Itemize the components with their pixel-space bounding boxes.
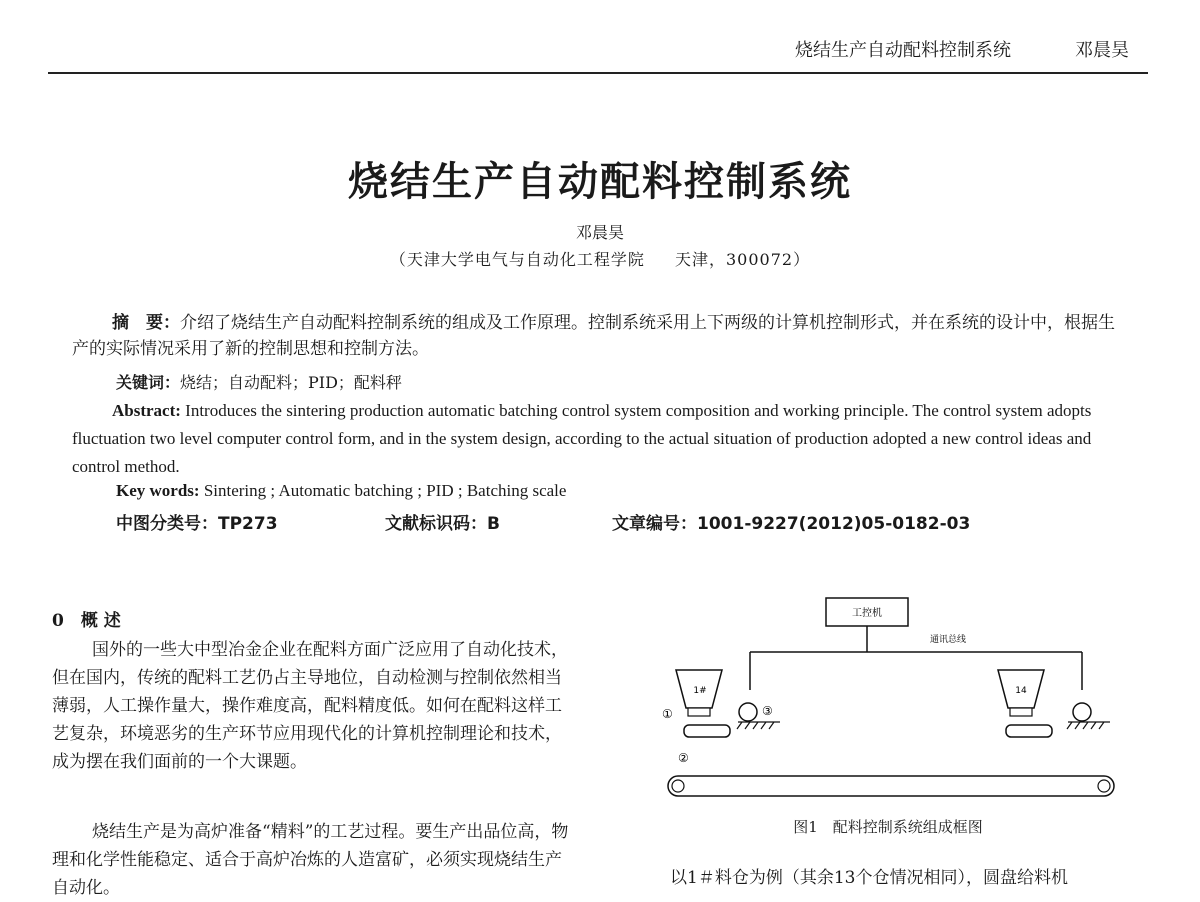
body-paragraph-2: 烧结生产是为高炉准备“精料”的工艺过程。要生产出品位高，物理和化学性能稳定、适合于高炉冶炼的人造富矿，必须实现烧结生产自动化。 [52,822,569,898]
right-column-paragraph: 以1＃料仓为例（其余13个仓情况相同），圆盘给料机 [670,868,1068,888]
abstract-zh-text: 介绍了烧结生产自动配料控制系统的组成及工作原理。控制系统采用上下两级的计算机控制形式，并在系统的设计中，根据生产的实际情况采用了新的控制思想和控制方法。 [72,313,1115,359]
figure-caption: 图1 配料控制系统组成框图 [793,818,983,836]
article-number [612,509,970,534]
doc-label: 文献标识码： [385,514,487,534]
abstract-en-text: Introduces the sintering production automatic batching control system composition and working principle. The control system adopts fluctuation two level computer control form, and in the system design, according to the actual situation of production adopted a new control ideas and control method. [72,401,1092,476]
keywords-en [116,481,566,501]
bus-label: 通讯总线 [930,635,967,645]
marker-1: ① [662,707,673,721]
bin-14-outlet [1010,708,1032,716]
keywords-zh-text: 烧结；自动配料；PID；配料秤 [180,373,402,392]
running-header [780,36,1150,64]
clc-label: 中图分类号： [116,514,218,534]
scale-belt-1 [684,725,730,737]
article-value: 1001-9227(2012)05-0182-03 [697,514,971,534]
scale-belt-14 [1006,725,1052,737]
marker-2: ② [678,751,689,765]
marker-3: ③ [762,704,773,718]
feeder-14 [1073,703,1091,721]
keywords-zh-label: 关键词： [116,373,181,392]
header-rule [48,72,1148,74]
doc-value: B [487,514,500,534]
abstract-zh-label: 摘 要： [112,313,180,333]
paper-title: 烧结生产自动配料控制系统 [348,158,852,205]
clc-number [116,509,278,534]
keywords-zh [116,370,402,393]
paper-author: 邓晨昊 [575,223,624,242]
paper-affiliation: （天津大学电气与自动化工程学院 天津，300072） [389,250,811,269]
feeder-1-base [737,722,780,729]
bin-1-label: 1# [693,686,707,696]
ipc-label: 工控机 [852,608,882,619]
running-header-author: 邓晨昊 [1075,40,1129,61]
body-paragraph-1: 国外的一些大中型冶金企业在配料方面广泛应用了自动化技术，但在国内，传统的配料工艺仍占主导地位，自动检测与控制依然相当薄弱，人工操作量大，操作难度高，配料精度低。如何在配料这样工艺复杂，环境恶劣的生产环节应用现代化的计算机控制理论和技术，成为摆在我们面前的一个大课题。 [52,640,568,772]
document-code [385,509,500,534]
clc-value: TP273 [218,514,278,534]
feeder-1 [739,703,757,721]
section-heading: 0 概 述 [52,611,121,631]
keywords-en-label: Key words: [116,481,200,500]
abstract-zh [72,310,1122,362]
batching-system-diagram [648,590,1128,810]
feeder-14-base [1067,722,1110,729]
bin-14-label: 14 [1015,686,1027,696]
main-conveyor [668,776,1114,796]
article-label: 文章编号： [612,514,697,534]
keywords-en-text: Sintering ; Automatic batching ; PID ; Batching scale [199,481,567,500]
abstract-en-label: Abstract: [112,401,181,420]
running-header-title: 烧结生产自动配料控制系统 [795,40,1011,61]
abstract-en [72,397,1122,481]
bin-1-outlet [688,708,710,716]
